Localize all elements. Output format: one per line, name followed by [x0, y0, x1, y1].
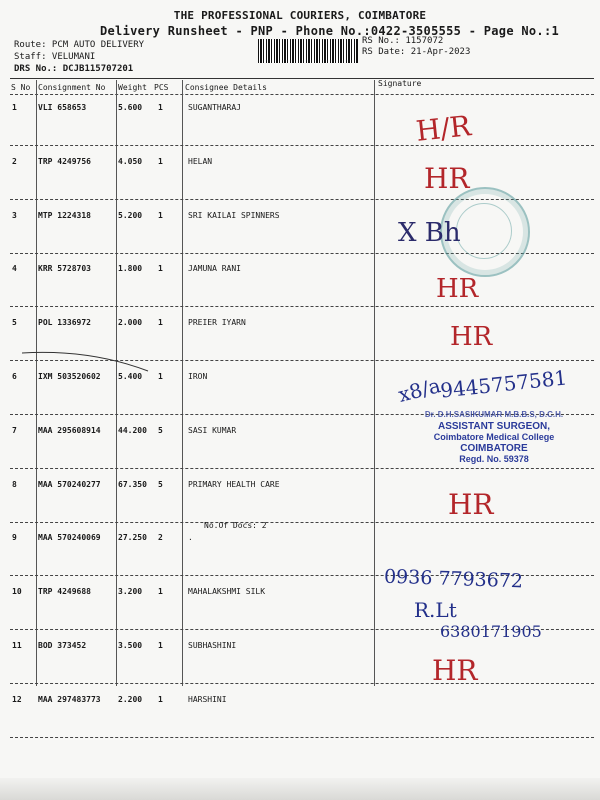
row-separator: [10, 737, 594, 738]
row-sno: 10: [12, 587, 22, 596]
column-header-sno: S No: [11, 83, 31, 92]
row-weight: 2.000: [118, 318, 143, 327]
row-sno: 12: [12, 695, 22, 704]
row-consignee: MAHALAKSHMI SILK: [188, 587, 266, 596]
row-pcs: 5: [158, 480, 163, 489]
row-separator: [10, 683, 594, 684]
row-consignee: IRON: [188, 372, 208, 381]
rs-number: RS No.: 1157072: [362, 36, 444, 46]
column-divider: [182, 80, 183, 686]
row-weight: 3.500: [118, 641, 143, 650]
row-consignee: JAMUNA RANI: [188, 264, 241, 273]
row-pcs: 1: [158, 103, 163, 112]
row-weight: 1.800: [118, 264, 143, 273]
row-sno: 6: [12, 372, 17, 381]
signature-12: HR: [432, 654, 478, 687]
row-consignee: SASI KUMAR: [188, 426, 237, 435]
row-consignment-no: MTP 1224318: [38, 211, 91, 220]
route-label: Route: PCM AUTO DELIVERY: [14, 40, 145, 50]
row-weight: 27.250: [118, 533, 147, 542]
row-pcs: 1: [158, 264, 163, 273]
row-consignment-no: TRP 4249688: [38, 587, 91, 596]
stamp-city: COIMBATORE: [460, 443, 528, 454]
row-weight: 5.400: [118, 372, 143, 381]
row-pcs: 1: [158, 587, 163, 596]
row-separator: [10, 468, 594, 469]
stamp-org: Coimbatore Medical College: [433, 432, 555, 442]
row-weight: 3.200: [118, 587, 143, 596]
row-pcs: 1: [158, 641, 163, 650]
row-pcs: 1: [158, 372, 163, 381]
stamp-name: Dr. D.H.SASIKUMAR M.B.B.S, D.C.H.: [424, 410, 564, 419]
row-weight: 4.050: [118, 157, 143, 166]
row-consignment-no: KRR 5728703: [38, 264, 91, 273]
row-consignment-no: MAA 297483773: [38, 695, 101, 704]
row-consignment-no: BOD 373452: [38, 641, 87, 650]
row-sno: 2: [12, 157, 17, 166]
row-pcs: 5: [158, 426, 163, 435]
row-consignment-no: MAA 570240277: [38, 480, 101, 489]
signature-5: HR: [450, 322, 493, 352]
row-consignee: PRIMARY HEALTH CARE: [188, 480, 280, 489]
row-consignment-no: MAA 570240069: [38, 533, 101, 542]
column-header-consignee: Consignee Details: [185, 83, 267, 92]
column-header-pcs: PCS: [154, 83, 169, 92]
signature-8: HR: [448, 488, 494, 521]
row-pcs: 2: [158, 533, 163, 542]
row-sno: 4: [12, 264, 17, 273]
phone-number-6: 9445757581: [439, 365, 569, 403]
row-weight: 2.200: [118, 695, 143, 704]
runsheet-title: Delivery Runsheet - PNP - Phone No.:0422-3505555 - Page No.:1: [100, 24, 560, 38]
signature-1: H/R: [414, 109, 473, 148]
row-consignment-no: TRP 4249756: [38, 157, 91, 166]
signature-3: X Bh: [398, 218, 461, 248]
row-sno: 8: [12, 480, 17, 489]
signature-11: R.Lt: [414, 598, 457, 622]
row-consignee: PREIER IYARN: [188, 318, 246, 327]
row-sno: 1: [12, 103, 17, 112]
row-consignee: SUBHASHINI: [188, 641, 237, 650]
column-header-weight: Weight: [118, 83, 147, 92]
row-consignment-no: VLI 658653: [38, 103, 87, 112]
row-sno: 7: [12, 426, 17, 435]
row-consignee: HELAN: [188, 157, 213, 166]
column-divider: [374, 80, 375, 686]
drs-number: DRS No.: DCJB115707201: [14, 64, 134, 74]
column-header-consignment: Consignment No: [38, 83, 106, 92]
header-rule: [10, 94, 594, 95]
row-pcs: 1: [158, 318, 163, 327]
row-sno: 9: [12, 533, 17, 542]
scan-edge: [0, 778, 600, 800]
row-pcs: 1: [158, 211, 163, 220]
row-consignment-no: MAA 295608914: [38, 426, 101, 435]
phone-number-10: 0936 7793672: [383, 565, 524, 593]
column-divider: [116, 80, 117, 686]
signature-4: HR: [436, 274, 479, 304]
row-consignment-no: POL 1336972: [38, 318, 91, 327]
row-pcs: 1: [158, 157, 163, 166]
rs-date: RS Date: 21-Apr-2023: [362, 47, 471, 57]
row-separator: [10, 522, 594, 523]
row-sno: 3: [12, 211, 17, 220]
row-consignee: HARSHINI: [188, 695, 227, 704]
signature-6: x8/a: [395, 373, 443, 407]
staff-label: Staff: VELUMANI: [14, 52, 96, 62]
row-separator: [10, 306, 594, 307]
row-pcs: 1: [158, 695, 163, 704]
stamp-regd: Regd. No. 59378: [459, 454, 529, 464]
phone-number-11: 6380171905: [440, 622, 542, 641]
signature-2: HR: [424, 162, 470, 195]
row-sno: 5: [12, 318, 17, 327]
column-divider: [36, 80, 37, 686]
table-top-rule: [10, 78, 594, 79]
stamp-title: ASSISTANT SURGEON,: [437, 421, 551, 432]
row-sno: 11: [12, 641, 22, 650]
barcode-image: [258, 39, 358, 63]
row-consignee: SUGANTHARAJ: [188, 103, 241, 112]
row-consignment-no: IXM 503520602: [38, 372, 101, 381]
pen-stroke: [20, 345, 160, 375]
row-weight: 44.200: [118, 426, 147, 435]
row-weight: 5.600: [118, 103, 143, 112]
company-name: THE PROFESSIONAL COURIERS, COIMBATORE: [173, 9, 427, 22]
row-consignee: .: [188, 533, 193, 542]
docs-note: No.Of Docs: 2: [204, 521, 267, 530]
row-separator: [10, 145, 594, 146]
row-weight: 5.200: [118, 211, 143, 220]
row-consignee: SRI KAILAI SPINNERS: [188, 211, 280, 220]
row-weight: 67.350: [118, 480, 147, 489]
column-header-signature: Signature: [378, 79, 422, 88]
